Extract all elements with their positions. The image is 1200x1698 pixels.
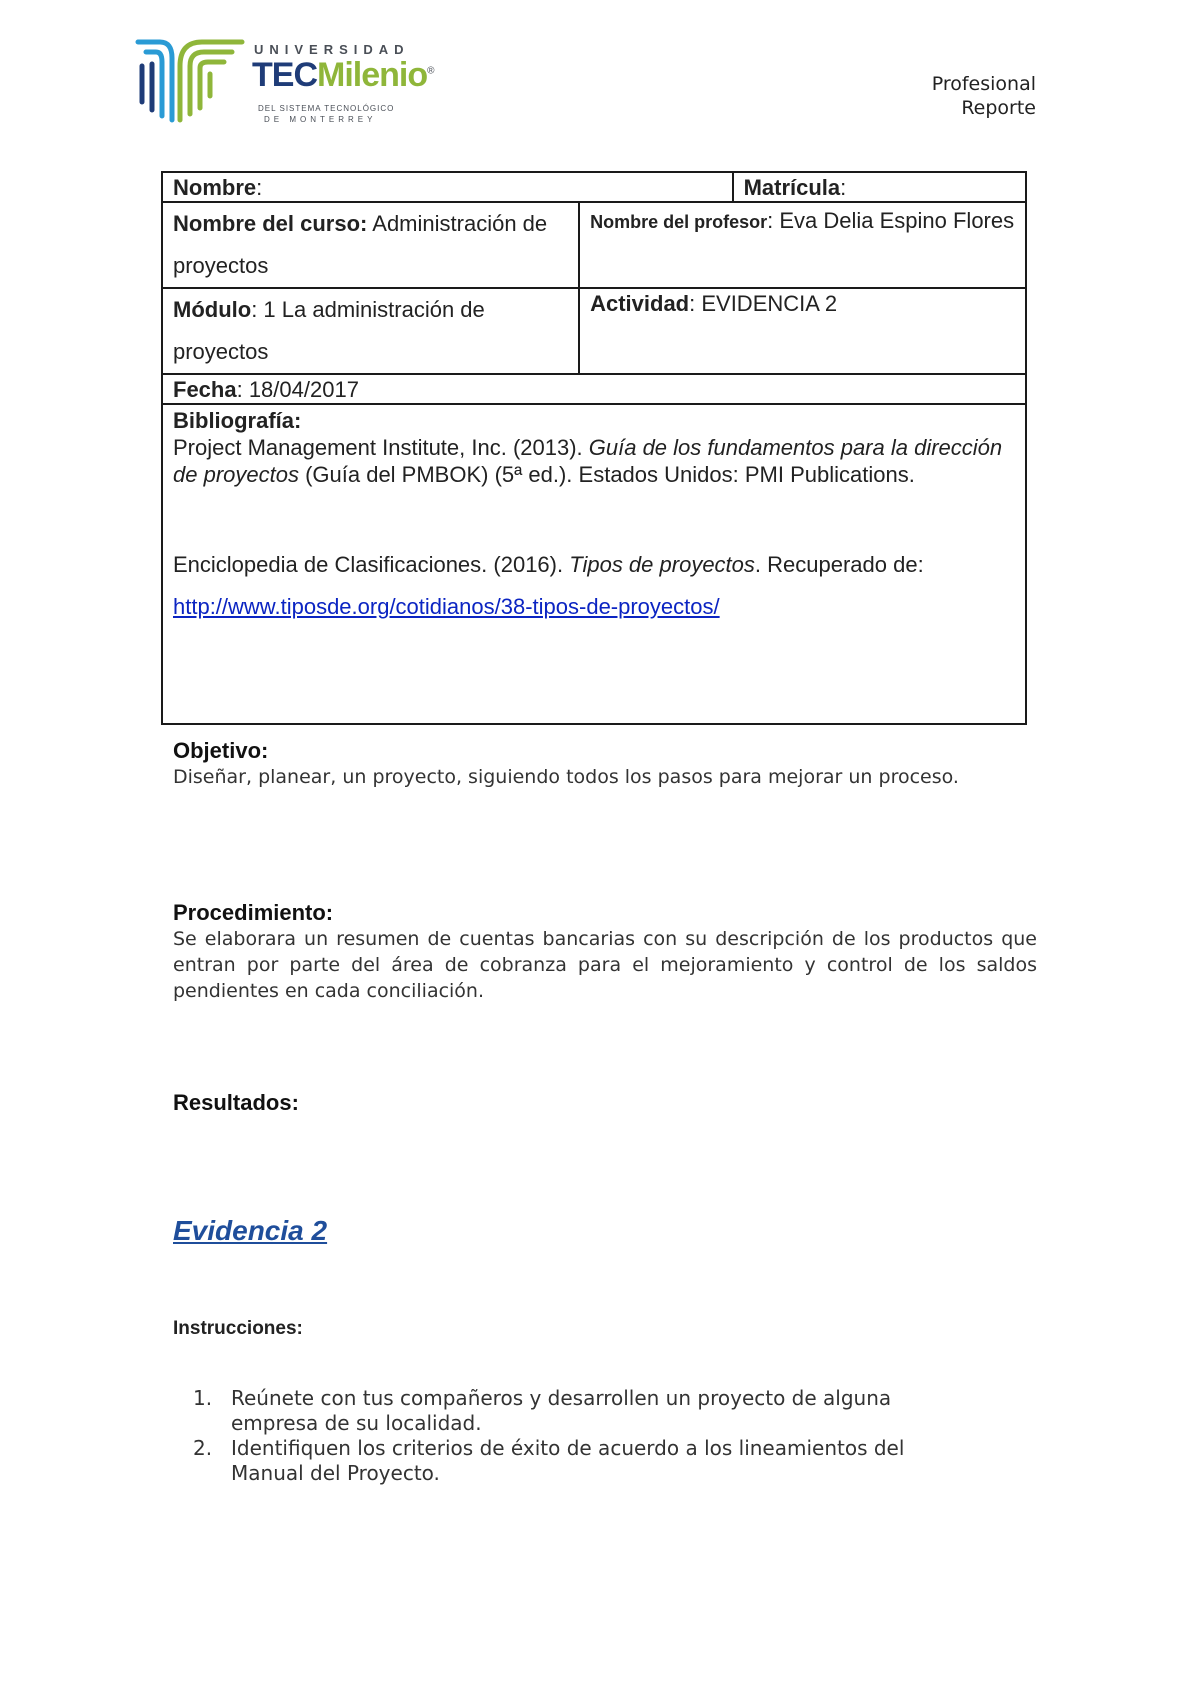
logo-brand-milenio: Milenio <box>317 56 428 94</box>
bib2-title: Tipos de proyectos <box>569 552 755 577</box>
bib1-author: Project Management Institute, Inc. (2013). <box>173 435 589 460</box>
profesor-label: Nombre del profesor <box>590 212 768 232</box>
row-modulo <box>162 288 1026 374</box>
procedimiento-title: Procedimiento: <box>173 900 334 925</box>
cell-modulo <box>162 288 579 374</box>
bib1-rest: (Guía del PMBOK) (5ª ed.). Estados Unidos: PMI Publications. <box>298 462 915 487</box>
bib-entry-1 <box>173 434 1015 488</box>
list-item-text: Identifiquen los criterios de éxito de acuerdo a los lineamientos del Manual del Proyecto. <box>231 1436 905 1485</box>
bib2-author: Enciclopedia de Clasificaciones. (2016). <box>173 552 570 577</box>
curso-value: Administración de proyectos <box>173 211 548 278</box>
header-profesional: Profesional <box>931 73 1036 95</box>
list-item <box>193 1386 983 1436</box>
resultados-title: Resultados: <box>173 1090 299 1115</box>
cell-nombre <box>162 172 733 202</box>
header-labels <box>932 72 1036 120</box>
bib2-rest: . Recuperado de: <box>754 552 924 577</box>
logo-university-text: UNIVERSIDAD <box>254 42 410 57</box>
list-item-number: 2. <box>193 1436 213 1460</box>
profesor-value: : Eva Delia Espino Flores <box>767 208 1015 233</box>
instrucciones-title: Instrucciones: <box>173 1318 303 1339</box>
matricula-label: Matrícula <box>743 175 841 200</box>
evidencia-heading: Evidencia 2 <box>173 1215 328 1246</box>
instrucciones-list <box>193 1386 983 1486</box>
fecha-label: Fecha <box>173 377 237 402</box>
modulo-label: Módulo <box>173 297 252 322</box>
row-bibliografia <box>162 404 1026 724</box>
nombre-value: : <box>256 175 263 200</box>
logo-subtitle-1: DEL SISTEMA TECNOLÓGICO <box>258 104 395 113</box>
cell-actividad <box>579 288 1026 374</box>
cell-matricula <box>733 172 1026 202</box>
list-item-text: Reúnete con tus compañeros y desarrollen un proyecto de alguna empresa de su localidad. <box>231 1386 892 1435</box>
logo-subtitle-2: DE MONTERREY <box>264 115 377 124</box>
modulo-value: : 1 La administración de proyectos <box>173 297 485 364</box>
list-item-number: 1. <box>193 1386 213 1410</box>
objetivo-body: Diseñar, planear, un proyecto, siguiendo todos los pasos para mejorar un proceso. <box>173 766 959 788</box>
bib1-title: Guía de los fundamentos para la dirección de proyectos <box>173 435 1003 487</box>
curso-label: Nombre del curso: <box>173 211 368 236</box>
actividad-label: Actividad <box>590 291 690 316</box>
bib2-link[interactable]: http://www.tiposde.org/cotidianos/38-tipos-de-proyectos/ <box>173 594 720 619</box>
actividad-value: : EVIDENCIA 2 <box>689 291 838 316</box>
logo-brand-tec: TEC <box>252 56 317 94</box>
nombre-label: Nombre <box>173 175 257 200</box>
row-nombre <box>162 172 1026 202</box>
bib-entry-2 <box>173 544 1015 628</box>
cell-profesor <box>579 202 1026 288</box>
logo-brand-text <box>252 56 433 95</box>
fecha-value: : 18/04/2017 <box>236 377 359 402</box>
cell-curso <box>162 202 579 288</box>
objetivo-title: Objetivo: <box>173 738 269 763</box>
logo-registered-mark: ® <box>427 65 434 77</box>
cell-fecha <box>162 374 1026 404</box>
row-fecha <box>162 374 1026 404</box>
info-table <box>161 171 1027 725</box>
header-reporte: Reporte <box>961 97 1036 119</box>
tecmilenio-emblem-icon <box>132 36 252 128</box>
list-item <box>193 1436 983 1486</box>
procedimiento-body: Se elaborara un resumen de cuentas bancarias con su descripción de los productos que entran por parte del área de cobranza para el mejoramiento y control de los saldos pendientes en cada conciliación. <box>173 928 1037 1002</box>
bibliografia-label: Bibliografía: <box>173 408 302 433</box>
matricula-value: : <box>840 175 847 200</box>
row-curso <box>162 202 1026 288</box>
cell-bibliografia <box>162 404 1026 724</box>
tecmilenio-logo <box>132 36 434 128</box>
